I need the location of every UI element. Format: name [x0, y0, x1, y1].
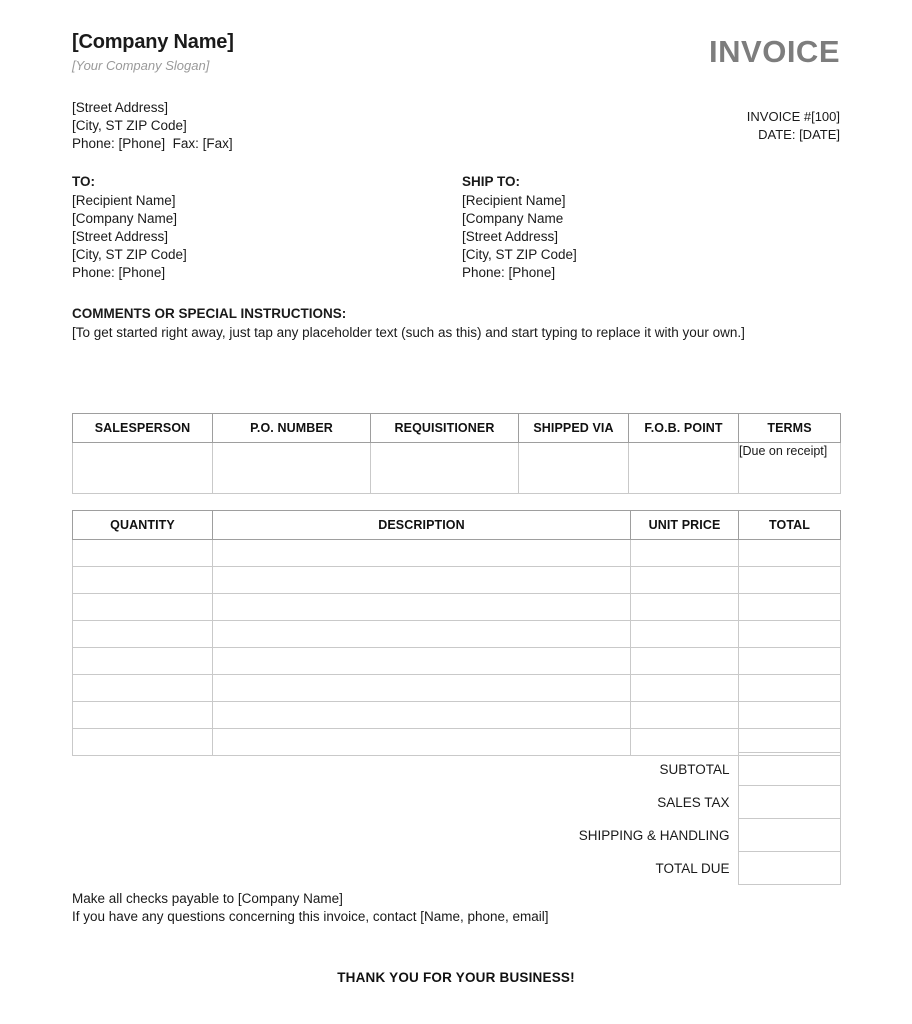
col-shipped-via: SHIPPED VIA	[519, 414, 629, 443]
bill-to-line: Phone: [Phone]	[72, 265, 166, 280]
value-subtotal[interactable]	[738, 753, 840, 786]
cell-description[interactable]	[213, 594, 631, 621]
cell-total[interactable]	[739, 594, 841, 621]
cell-quantity[interactable]	[73, 702, 213, 729]
totals-spacer	[72, 786, 432, 819]
company-phone-fax: Phone: [Phone] Fax: [Fax]	[72, 136, 233, 151]
totals-row-shipping-handling	[72, 819, 840, 852]
col-po-number: P.O. NUMBER	[213, 414, 371, 443]
comments-body[interactable]: [To get started right away, just tap any placeholder text (such as this) and start typing to replace it with your own.]	[72, 325, 745, 340]
ship-to-line: Phone: [Phone]	[462, 265, 556, 280]
cell-unit-price[interactable]	[631, 567, 739, 594]
label-total-due: TOTAL DUE	[655, 860, 730, 876]
cell-total[interactable]	[739, 648, 841, 675]
company-street: [Street Address]	[72, 100, 169, 115]
col-unit-price: UNIT PRICE	[631, 511, 739, 540]
cell-description[interactable]	[213, 648, 631, 675]
cell-quantity[interactable]	[73, 594, 213, 621]
totals-row-total-due	[72, 852, 840, 885]
cell-total[interactable]	[739, 540, 841, 567]
label-shipping-handling: SHIPPING & HANDLING	[578, 827, 730, 843]
cell-salesperson[interactable]	[73, 443, 213, 494]
cell-quantity[interactable]	[73, 567, 213, 594]
ship-to-title: SHIP TO:	[462, 174, 521, 189]
label-subtotal: SUBTOTAL	[659, 761, 730, 777]
comments-block	[72, 305, 852, 342]
invoice-date: DATE: [DATE]	[758, 127, 840, 142]
cell-unit-price[interactable]	[631, 702, 739, 729]
cell-requisitioner[interactable]	[371, 443, 519, 494]
totals-row-sales-tax	[72, 786, 840, 819]
cell-description[interactable]	[213, 675, 631, 702]
ship-to-line: [City, ST ZIP Code]	[462, 247, 577, 262]
cell-description[interactable]	[213, 621, 631, 648]
cell-total[interactable]	[739, 621, 841, 648]
col-total: TOTAL	[739, 511, 841, 540]
footer-line-checks: Make all checks payable to [Company Name]	[72, 891, 343, 906]
totals-spacer	[72, 753, 432, 786]
table-row	[73, 443, 841, 494]
cell-description[interactable]	[213, 540, 631, 567]
label-sales-tax: SALES TAX	[657, 794, 730, 810]
value-total-due[interactable]	[738, 852, 840, 885]
cell-unit-price[interactable]	[631, 648, 739, 675]
table-row	[73, 594, 841, 621]
footer-line-questions: If you have any questions concerning this invoice, contact [Name, phone, email]	[72, 909, 549, 924]
cell-total[interactable]	[739, 675, 841, 702]
bill-to-line: [City, ST ZIP Code]	[72, 247, 187, 262]
company-name: [Company Name]	[72, 31, 234, 53]
cell-quantity[interactable]	[73, 621, 213, 648]
comments-title: COMMENTS OR SPECIAL INSTRUCTIONS:	[72, 306, 347, 321]
table-row	[73, 567, 841, 594]
bill-to-title: TO:	[72, 174, 95, 189]
totals-row-subtotal	[72, 753, 840, 786]
invoice-number: INVOICE #[100]	[746, 109, 840, 124]
invoice-meta-block	[747, 108, 840, 144]
cell-unit-price[interactable]	[631, 675, 739, 702]
col-description: DESCRIPTION	[213, 511, 631, 540]
cell-description[interactable]	[213, 567, 631, 594]
ship-to-block	[462, 173, 577, 282]
bill-to-line: [Company Name]	[72, 211, 178, 226]
totals-table	[72, 752, 841, 885]
cell-po-number[interactable]	[213, 443, 371, 494]
table-header-row	[73, 511, 841, 540]
col-fob-point: F.O.B. POINT	[629, 414, 739, 443]
order-info-table	[72, 413, 841, 494]
table-header-row	[73, 414, 841, 443]
cell-unit-price[interactable]	[631, 594, 739, 621]
invoice-title: INVOICE	[709, 34, 840, 69]
cell-terms[interactable]: [Due on receipt]	[739, 443, 841, 494]
bill-to-block	[72, 173, 187, 282]
col-requisitioner: REQUISITIONER	[371, 414, 519, 443]
company-slogan: [Your Company Slogan]	[72, 58, 210, 73]
ship-to-line: [Street Address]	[462, 229, 559, 244]
company-address-block	[72, 99, 233, 153]
cell-quantity[interactable]	[73, 675, 213, 702]
totals-block	[72, 752, 840, 885]
cell-unit-price[interactable]	[631, 540, 739, 567]
footer-note	[72, 890, 549, 926]
col-quantity: QUANTITY	[73, 511, 213, 540]
company-city: [City, ST ZIP Code]	[72, 118, 187, 133]
cell-shipped-via[interactable]	[519, 443, 629, 494]
col-salesperson: SALESPERSON	[73, 414, 213, 443]
thank-you-message: THANK YOU FOR YOUR BUSINESS!	[337, 970, 575, 985]
order-info-table-wrap	[72, 413, 841, 494]
line-items-table	[72, 510, 841, 756]
table-row	[73, 648, 841, 675]
cell-total[interactable]	[739, 567, 841, 594]
table-row	[73, 675, 841, 702]
ship-to-line: [Company Name	[462, 211, 564, 226]
cell-description[interactable]	[213, 702, 631, 729]
cell-quantity[interactable]	[73, 648, 213, 675]
table-row	[73, 702, 841, 729]
totals-spacer	[72, 819, 432, 852]
cell-total[interactable]	[739, 702, 841, 729]
table-row	[73, 540, 841, 567]
bill-to-line: [Street Address]	[72, 229, 169, 244]
invoice-header	[72, 30, 840, 90]
value-sales-tax[interactable]	[738, 786, 840, 819]
cell-fob-point[interactable]	[629, 443, 739, 494]
cell-quantity[interactable]	[73, 540, 213, 567]
line-items-table-wrap	[72, 510, 841, 756]
cell-unit-price[interactable]	[631, 621, 739, 648]
table-row	[73, 621, 841, 648]
ship-to-line: [Recipient Name]	[462, 193, 566, 208]
value-shipping-handling[interactable]	[738, 819, 840, 852]
bill-to-line: [Recipient Name]	[72, 193, 176, 208]
col-terms: TERMS	[739, 414, 841, 443]
totals-spacer	[72, 852, 432, 885]
